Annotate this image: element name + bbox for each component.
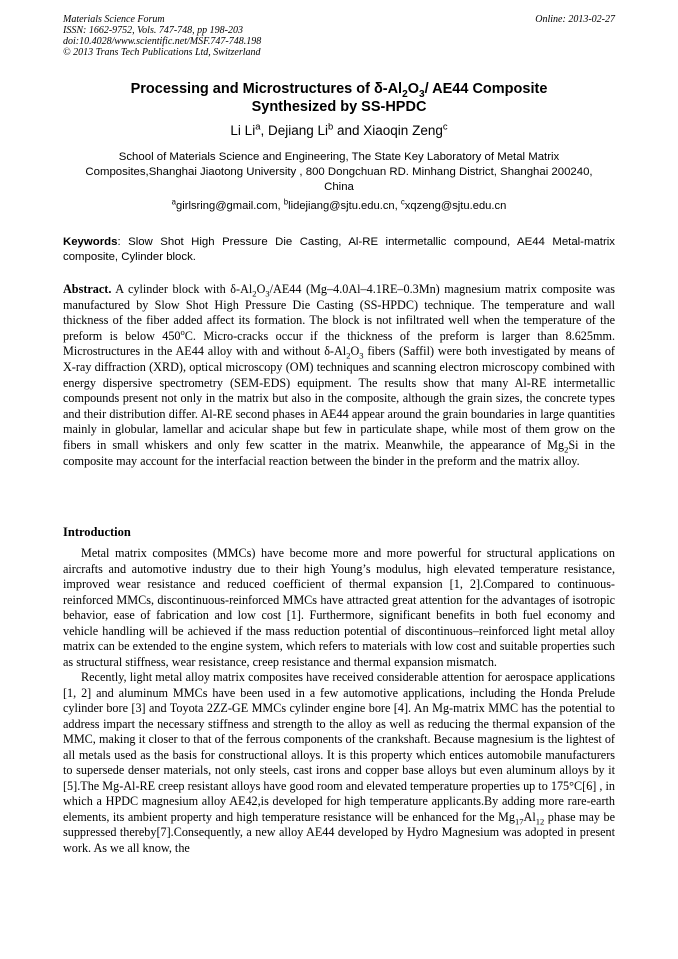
subscript: 12 xyxy=(535,815,545,826)
doi-line: doi:10.4028/www.scientific.net/MSF.747-748.198 xyxy=(63,36,262,47)
keywords-text: : Slow Shot High Pressure Die Casting, Al-RE intermetallic compound, AE44 Metal-matrix composite, Cylinder block. xyxy=(63,236,615,263)
paragraph: Metal matrix composites (MMCs) have become more and more powerful for structural applications on aircrafts and automotive industry due to their high Young’s modulus, high elevated temperature resistance, improved wear resistance and reduced coefficient of thermal expansion [1, 2].Compared to continuous-reinforced MMCs, discontinuous-reinforced MMCs have attracted great attention for the advantages of isotropic behavior, ease of fabrication and low cost [1]. Furthermore, significant benefits in both fuel economy and vehicle handling will be achieved if the mass reduction potential of discontinuous–reinforced light metal alloy matrix can be extended to the engine system, which refers to materials with low cost and suitable properties such as structural stiffness, wear resistance, creep resistance and thermal expansion mismatch. xyxy=(63,546,615,669)
author-name: Xiaoqin Zeng xyxy=(363,123,443,138)
title-text: Processing and Microstructures of δ-Al xyxy=(130,81,403,97)
email-address[interactable]: xqzeng@sjtu.edu.cn xyxy=(404,200,507,212)
email-address[interactable]: lidejiang@sjtu.edu.cn, xyxy=(288,200,398,212)
abstract-text: /AE44 (Mg–4.0Al–4.1RE–0.3Mn) magnesium matrix composite was manufactured by Slow Shot High Pressure Die Casting (SS-HPDC) technique. The temperature and wall thickness of the fiber added affect its formation. The block is not infiltrated well when the temperature of the preform is below 450 xyxy=(63,282,615,343)
abstract-text: fibers (Saffil) were both investigated by means of X-ray diffraction (XRD), optical microscopy (OM) techniques and scanning electron microscopy combined with energy dispersive spectrometry (SEM-EDS) equipment. The results show that many Al-RE intermetallic compounds present not only in the matrix but also in the composite, although the grain sizes, the concrete types and their distribution differ. Al-RE second phases in AE44 appear around the grain boundaries in large quantities mainly in globular, lamellar and acicular shape but few in particulate shape, while most of them grow on the fibers in small whiskers and only few scatter in the matrix. Meanwhile, the appearance of Mg xyxy=(63,344,615,452)
paragraph-text: Recently, light metal alloy matrix composites have received considerable attention for aerospace applications [1, 2] and aluminum MMCs have been used in a few automotive applications, including the Honda Prelude cylinder bore [3] and Toyota 2ZZ-GE MMCs cylinder engine bore [4]. An Mg-matrix MMC has the potential to address impart the necessary stiffness and strength to the alloy as well as reducing the thermal expansion of the MMC, making it closer to that of the ferrous components of the crankshaft. Because magnesium is the lightest of all metals used as the basis for constructional alloys. It is this property which entices automobile manufacturers to supersede denser materials, not only steels, cast irons and copper base alloys but even aluminum alloys by it [5].The Mg-Al-RE creep resistant alloys have good room and elevated temperature properties up to 175°C[6] , in which a HPDC magnesium alloy AE42,is developed for high temperature applicants.By adding more rare-earth elements, its ambient property and high temperature resistance will be enhanced for the Mg xyxy=(63,670,615,824)
issn-line: ISSN: 1662-9752, Vols. 747-748, pp 198-203 xyxy=(63,25,243,36)
keywords-label: Keywords xyxy=(63,236,118,248)
subscript: 17 xyxy=(515,815,524,826)
online-date: Online: 2013-02-27 xyxy=(535,14,615,25)
subscript: 2 xyxy=(346,350,351,361)
superscript: o xyxy=(180,326,185,337)
author-affiliation-mark: b xyxy=(328,121,334,133)
abstract-text: A cylinder block with δ-Al xyxy=(111,282,253,296)
journal-header xyxy=(63,14,615,58)
paragraph-text: phase may be suppressed thereby[7].Consequently, a new alloy AE44 developed by Hydro Magnesium was adopted in present work. As we all know, the xyxy=(63,809,615,855)
paragraph-text: Al xyxy=(523,809,536,824)
affiliation: School of Materials Science and Engineering, The State Key Laboratory of Metal Matrix Composites,Shanghai Jiaotong University , 800 Dongchuan RD. Minhang District, Shanghai 200240, China xyxy=(85,151,593,193)
section-heading-introduction: Introduction xyxy=(63,525,131,539)
abstract-label: Abstract. xyxy=(63,282,112,296)
introduction-body xyxy=(63,546,615,856)
title-line-2: Synthesized by SS-HPDC xyxy=(251,99,427,115)
title-text: O xyxy=(407,81,419,97)
subscript: 3 xyxy=(359,350,364,361)
abstract-text: C. Micro-cracks occur if the thickness of the preform is larger than 8.625mm. Microstructures in the AE44 alloy with and without δ-Al xyxy=(63,328,616,359)
subscript: 2 xyxy=(252,288,257,299)
subscript: 2 xyxy=(564,444,569,455)
author-affiliation-mark: a xyxy=(255,121,261,133)
abstract xyxy=(63,282,615,469)
subscript: 3 xyxy=(265,288,270,299)
email-mark: c xyxy=(400,197,405,207)
abstract-text: O xyxy=(350,344,360,359)
keywords xyxy=(63,235,615,265)
email-mark: a xyxy=(171,197,177,207)
author-list: Li Li$^a$, Dejiang Li$^b$ and Xiaoqin Zeng$^c$ xyxy=(230,121,448,138)
paper-title xyxy=(63,80,615,116)
copyright-line: © 2013 Trans Tech Publications Ltd, Switzerland xyxy=(63,47,261,58)
title-text: / AE44 Composite xyxy=(424,81,548,97)
author-name: Dejiang Li xyxy=(267,123,328,138)
email-list xyxy=(63,199,615,214)
email-address[interactable]: girlsring@gmail.com, xyxy=(176,200,281,212)
journal-name: Materials Science Forum xyxy=(63,14,165,25)
email-mark: b xyxy=(283,197,289,207)
abstract-text: O xyxy=(256,282,266,296)
title-subscript: 3 xyxy=(419,88,425,100)
title-subscript: 2 xyxy=(402,88,408,100)
paragraph xyxy=(63,670,615,856)
author-name: Li Li xyxy=(230,123,256,138)
author-affiliation-mark: c xyxy=(442,121,448,133)
abstract-text: Si in the composite may account for the interfacial reaction between the binder in the preform and the matrix alloy. xyxy=(63,437,615,468)
